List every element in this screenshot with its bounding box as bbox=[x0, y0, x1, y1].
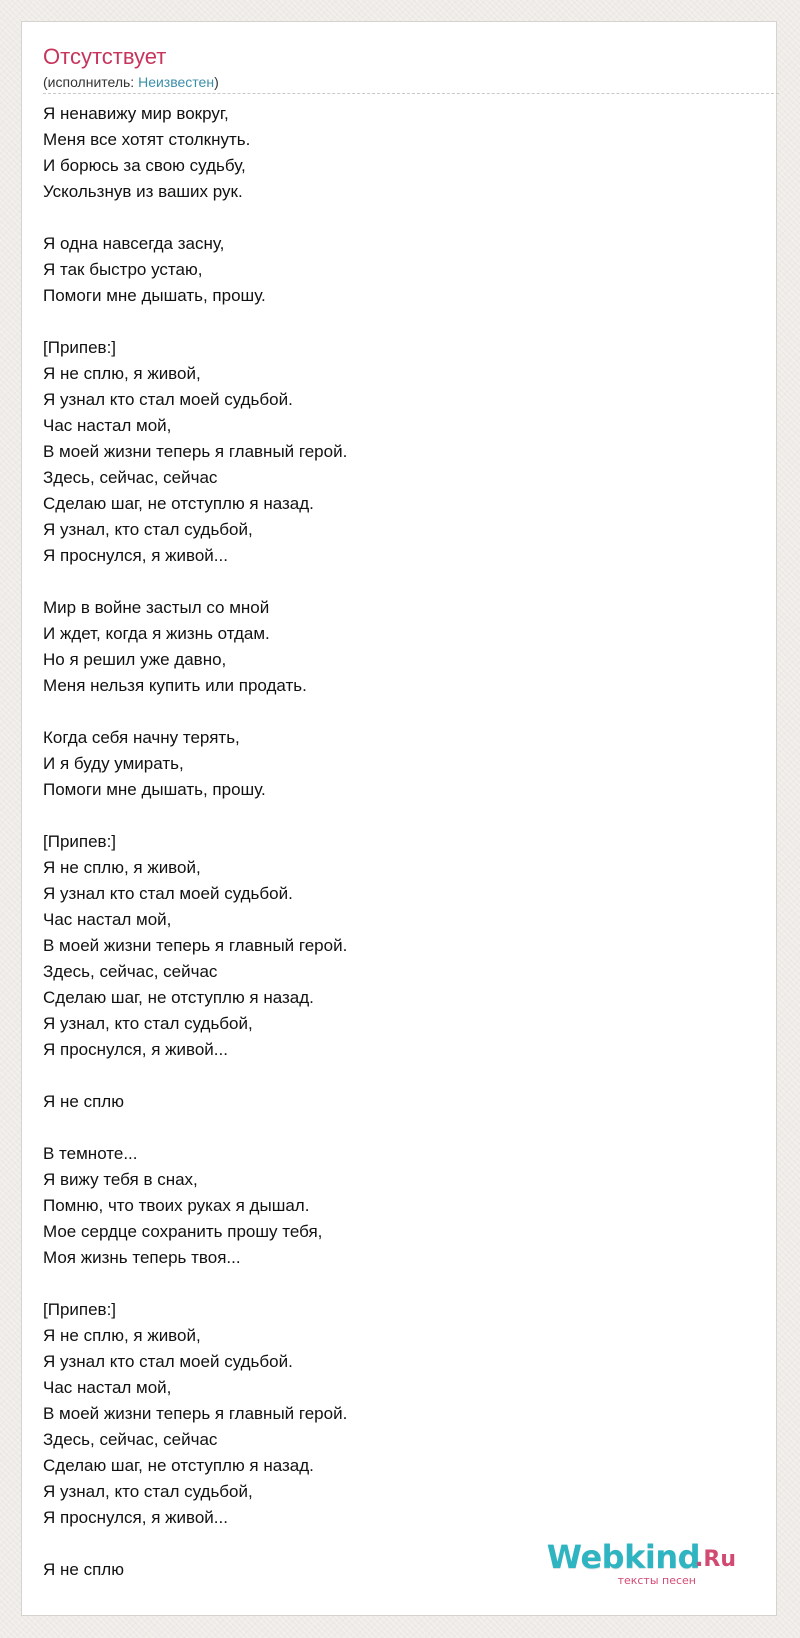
lyric-line: Я узнал кто стал моей судьбой. bbox=[43, 884, 293, 903]
lyric-line: Меня нельзя купить или продать. bbox=[43, 676, 307, 695]
lyric-line: В моей жизни теперь я главный герой. bbox=[43, 442, 348, 461]
lyric-line: Я проснулся, я живой... bbox=[43, 1040, 228, 1059]
lyric-line: Я не сплю bbox=[43, 1092, 124, 1111]
lyric-line: Я узнал, кто стал судьбой, bbox=[43, 1014, 253, 1033]
lyrics-card bbox=[21, 21, 777, 1616]
lyric-line: Когда себя начну терять, bbox=[43, 728, 240, 747]
lyric-line: И я буду умирать, bbox=[43, 754, 184, 773]
lyric-line: Я не сплю, я живой, bbox=[43, 364, 201, 383]
lyric-line: [Припев:] bbox=[43, 1300, 117, 1319]
webkind-logo[interactable] bbox=[536, 1538, 736, 1594]
lyrics-stanza bbox=[43, 101, 743, 205]
lyric-line: Моя жизнь теперь твоя... bbox=[43, 1248, 241, 1267]
lyric-line: [Припев:] bbox=[43, 338, 117, 357]
lyric-line: Мое сердце сохранить прошу тебя, bbox=[43, 1222, 323, 1241]
lyric-line: Час настал мой, bbox=[43, 416, 172, 435]
lyrics-stanza bbox=[43, 725, 743, 803]
lyrics-body bbox=[43, 101, 743, 1609]
lyric-line: Я так быстро устаю, bbox=[43, 260, 203, 279]
lyric-line: Здесь, сейчас, сейчас bbox=[43, 962, 218, 981]
lyric-line: Час настал мой, bbox=[43, 1378, 172, 1397]
lyric-line: Но я решил уже давно, bbox=[43, 650, 227, 669]
logo-subtitle: тексты песен bbox=[617, 1574, 696, 1587]
lyric-line: В моей жизни теперь я главный герой. bbox=[43, 936, 348, 955]
lyric-line: Мир в войне застыл со мной bbox=[43, 598, 270, 617]
lyric-line: Я проснулся, я живой... bbox=[43, 1508, 228, 1527]
lyric-line: Я узнал, кто стал судьбой, bbox=[43, 1482, 253, 1501]
lyric-line: Я одна навсегда засну, bbox=[43, 234, 225, 253]
lyric-line: Меня все хотят столкнуть. bbox=[43, 130, 251, 149]
logo-main-text: Webkind bbox=[546, 1538, 700, 1576]
lyric-line: Я узнал кто стал моей судьбой. bbox=[43, 1352, 293, 1371]
artist-line bbox=[43, 73, 219, 91]
artist-suffix: ) bbox=[214, 74, 219, 90]
lyric-line: Я узнал, кто стал судьбой, bbox=[43, 520, 253, 539]
lyric-line: Помоги мне дышать, прошу. bbox=[43, 286, 266, 305]
lyrics-stanza bbox=[43, 231, 743, 309]
lyrics-stanza bbox=[43, 595, 743, 699]
lyric-line: Сделаю шаг, не отступлю я назад. bbox=[43, 494, 314, 513]
lyrics-stanza bbox=[43, 335, 743, 569]
lyric-line: Я не сплю, я живой, bbox=[43, 858, 201, 877]
lyric-line: Я не сплю, я живой, bbox=[43, 1326, 201, 1345]
lyric-line: Помоги мне дышать, прошу. bbox=[43, 780, 266, 799]
lyric-line: Я вижу тебя в снах, bbox=[43, 1170, 198, 1189]
artist-link[interactable]: Неизвестен bbox=[138, 74, 215, 90]
lyric-line: В темноте... bbox=[43, 1144, 138, 1163]
header-divider bbox=[43, 93, 779, 94]
lyric-line: И ждет, когда я жизнь отдам. bbox=[43, 624, 270, 643]
lyrics-stanza bbox=[43, 829, 743, 1063]
lyric-line: Здесь, сейчас, сейчас bbox=[43, 1430, 218, 1449]
lyric-line: Ускользнув из ваших рук. bbox=[43, 182, 243, 201]
song-title: Отсутствует bbox=[43, 44, 167, 69]
lyric-line: Я ненавижу мир вокруг, bbox=[43, 104, 229, 123]
lyrics-stanza bbox=[43, 1141, 743, 1271]
lyric-line: Помню, что твоих руках я дышал. bbox=[43, 1196, 310, 1215]
lyric-line: [Припев:] bbox=[43, 832, 117, 851]
lyric-line: Здесь, сейчас, сейчас bbox=[43, 468, 218, 487]
lyric-line: Сделаю шаг, не отступлю я назад. bbox=[43, 988, 314, 1007]
lyric-line: Я не сплю bbox=[43, 1560, 124, 1579]
lyric-line: И борюсь за свою судьбу, bbox=[43, 156, 246, 175]
logo-tld-text: .Ru bbox=[695, 1547, 736, 1572]
artist-prefix: (исполнитель: bbox=[43, 74, 139, 90]
lyric-line: Час настал мой, bbox=[43, 910, 172, 929]
lyric-line: В моей жизни теперь я главный герой. bbox=[43, 1404, 348, 1423]
lyrics-stanza bbox=[43, 1089, 743, 1115]
lyric-line: Я узнал кто стал моей судьбой. bbox=[43, 390, 293, 409]
lyrics-stanza bbox=[43, 1297, 743, 1531]
lyric-line: Сделаю шаг, не отступлю я назад. bbox=[43, 1456, 314, 1475]
lyric-line: Я проснулся, я живой... bbox=[43, 546, 228, 565]
